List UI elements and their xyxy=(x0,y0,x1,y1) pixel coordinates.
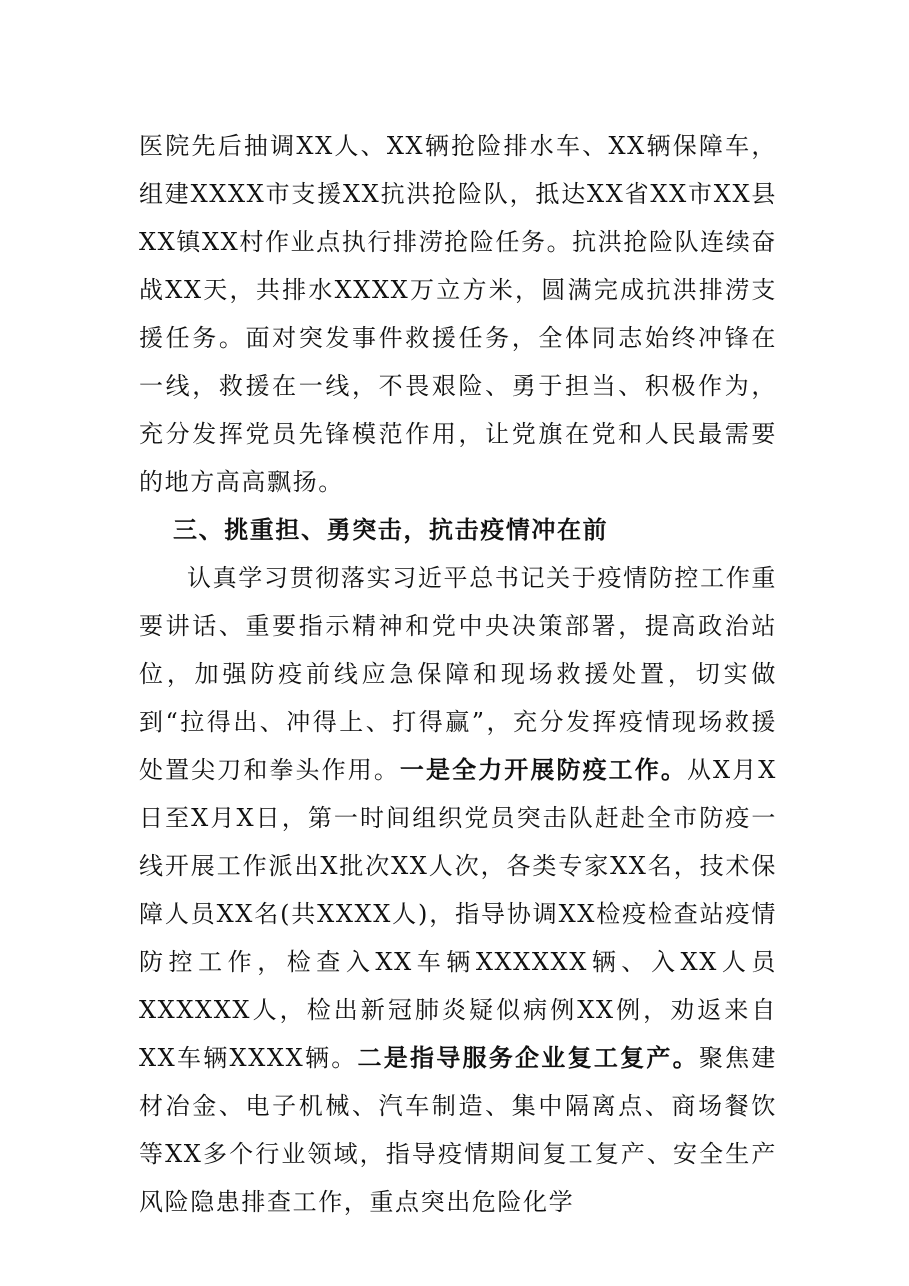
paragraph-section-three xyxy=(139,554,777,1226)
point-two-text: 聚焦建材冶金、电子机械、汽车制造、集中隔离点、商场餐饮等XX多个行业领域，指导疫情期间复工复产、安全生产风险隐患排查工作，重点突出危险化学 xyxy=(139,1044,777,1216)
point-one-title: 一是全力开展防疫工作。 xyxy=(399,755,687,784)
paragraph-intro: 认真学习贯彻落实习近平总书记关于疫情防控工作重要讲话、重要指示精神和党中央决策部署，提高政治站位，加强防疫前线应急保障和现场救援处置，切实做到“拉得出、冲得上、打得赢”，充分发挥疫情现场救援处置尖刀和拳头作用。 xyxy=(139,564,777,784)
point-one-text: 从X月X日至X月X日，第一时间组织党员突击队赶赴全市防疫一线开展工作派出X批次XX人次，各类专家XX名，技术保障人员XX名(共XXXX人)，指导协调XX检疫检查站疫情防控工作，检查入XX车辆XXXXXX辆、入XX人员XXXXXX人，检出新冠肺炎疑似病例XX例，劝返来自XX车辆XXXX辆。 xyxy=(139,756,777,1072)
section-heading: 三、挑重担、勇突击，抗击疫情冲在前 xyxy=(173,515,609,544)
document-body xyxy=(139,122,777,1226)
paragraph-continued: 医院先后抽调XX人、XX辆抢险排水车、XX辆保障车，组建XXXX市支援XX抗洪抢险队，抵达XX省XX市XX县XX镇XX村作业点执行排涝抢险任务。抗洪抢险队连续奋战XX天，共排水XXXX万立方米，圆满完成抗洪排涝支援任务。面对突发事件救援任务，全体同志始终冲锋在一线，救援在一线，不畏艰险、勇于担当、积极作为，充分发挥党员先锋模范作用，让党旗在党和人民最需要的地方高高飘扬。 xyxy=(139,132,777,496)
point-two-title: 二是指导服务企业复工复产。 xyxy=(357,1043,699,1072)
